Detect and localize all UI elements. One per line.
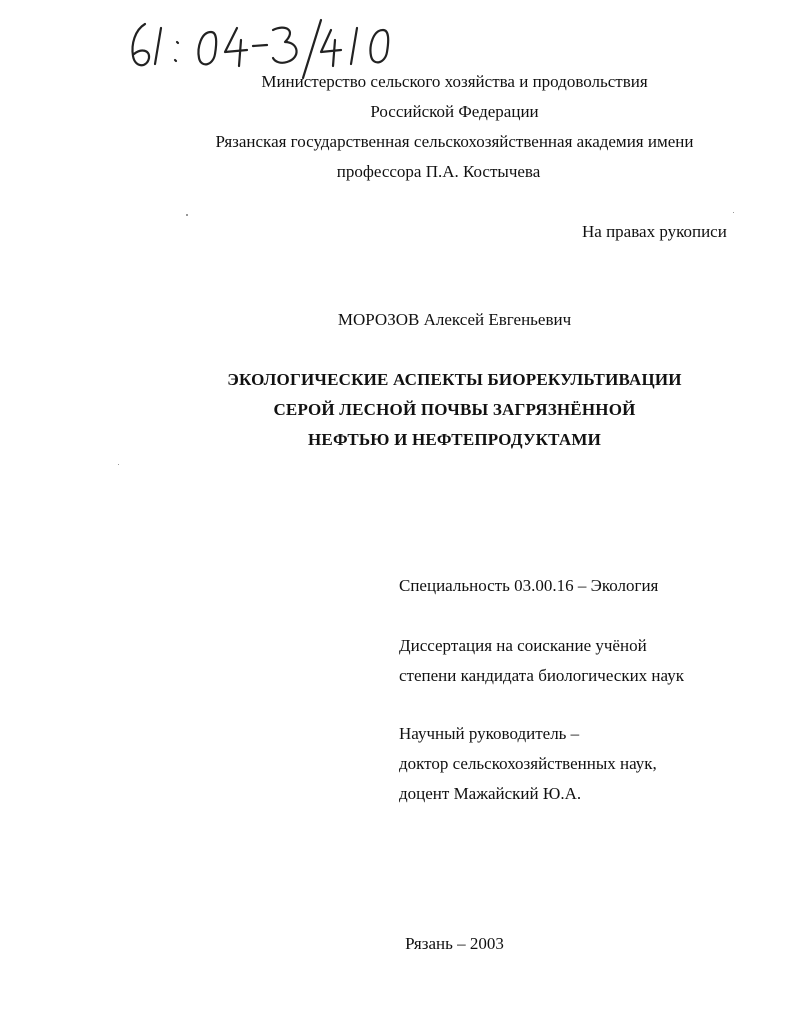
supervisor-line-1: Научный руководитель – [399, 724, 580, 743]
institution-line-1: Министерство сельского хозяйства и продовольствия [261, 72, 648, 91]
institution-line-4: профессора П.А. Костычева [336, 162, 541, 181]
scan-speck [186, 214, 188, 216]
specialty: Специальность 03.00.16 – Экология [399, 576, 659, 595]
handwritten-archive-code [125, 18, 400, 80]
thesis-title-line-3: НЕФТЬЮ И НЕФТЕПРОДУКТАМИ [307, 430, 602, 449]
supervisor-line-2: доктор сельскохозяйственных наук, [399, 754, 657, 773]
place-year: Рязань – 2003 [405, 934, 504, 953]
scan-speck [118, 464, 119, 465]
institution-line-3: Рязанская государственная сельскохозяйственная академия имени [215, 132, 694, 151]
thesis-title-line-1: ЭКОЛОГИЧЕСКИЕ АСПЕКТЫ БИОРЕКУЛЬТИВАЦИИ [227, 370, 682, 389]
rights-note: На правах рукописи [582, 222, 727, 241]
thesis-title-line-2: СЕРОЙ ЛЕСНОЙ ПОЧВЫ ЗАГРЯЗНЁННОЙ [273, 400, 636, 419]
dissertation-line-2: степени кандидата биологических наук [399, 666, 684, 685]
supervisor-line-3: доцент Мажайский Ю.А. [399, 784, 582, 803]
author-name: МОРОЗОВ Алексей Евгеньевич [337, 310, 572, 329]
scan-speck [733, 212, 734, 213]
dissertation-line-1: Диссертация на соискание учёной [399, 636, 647, 655]
institution-line-2: Российской Федерации [370, 102, 539, 121]
